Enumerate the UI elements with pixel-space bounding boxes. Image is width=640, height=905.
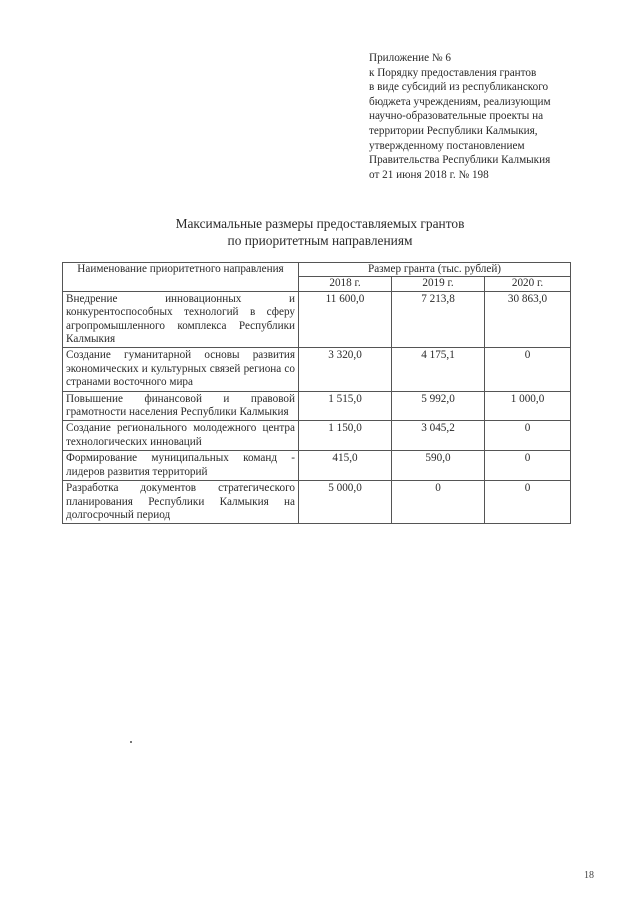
grant-2020: 0 [485, 481, 571, 524]
header-grant-size: Размер гранта (тыс. рублей) [299, 263, 571, 277]
grant-2018: 3 320,0 [299, 348, 392, 391]
scan-dot [130, 741, 132, 743]
table-row [63, 481, 571, 524]
grant-2019: 3 045,2 [392, 421, 485, 451]
grant-2020: 1 000,0 [485, 391, 571, 421]
table-row [63, 348, 571, 391]
grant-2019: 0 [392, 481, 485, 524]
grant-2018: 1 150,0 [299, 421, 392, 451]
grant-2018: 5 000,0 [299, 481, 392, 524]
grant-2020: 30 863,0 [485, 291, 571, 348]
title-line-1: Максимальные размеры предоставляемых грантов [175, 216, 465, 231]
header-year-2018: 2018 г. [299, 277, 392, 291]
grant-2020: 0 [485, 451, 571, 481]
table-row [63, 451, 571, 481]
appendix-line: Приложение № 6 [369, 52, 451, 64]
title-line-2: по приоритетным направлениям [227, 233, 413, 248]
direction-name: Создание гуманитарной основы развития экономических и культурных связей региона со странами восточного мира [63, 348, 299, 391]
direction-name: Создание регионального молодежного центра технологических инноваций [63, 421, 299, 451]
grant-2019: 4 175,1 [392, 348, 485, 391]
table-row [63, 291, 571, 348]
grant-2019: 590,0 [392, 451, 485, 481]
direction-name: Повышение финансовой и правовой грамотности населения Республики Калмыкия [63, 391, 299, 421]
appendix-note [369, 51, 619, 182]
header-year-2020: 2020 г. [485, 277, 571, 291]
grant-2018: 1 515,0 [299, 391, 392, 421]
appendix-line: от 21 июня 2018 г. № 198 [369, 168, 489, 181]
direction-name: Внедрение инновационных и конкурентоспособных технологий в сферу агропромышленного комплекса Республики Калмыкия [63, 291, 299, 348]
grant-2018: 11 600,0 [299, 291, 392, 348]
appendix-line: научно-образовательные проекты на [369, 110, 544, 123]
direction-name: Формирование муниципальных команд - лидеров развития территорий [63, 451, 299, 481]
grant-2020: 0 [485, 348, 571, 391]
appendix-line: территории Республики Калмыкия, [369, 124, 538, 137]
table-header-row [63, 263, 571, 277]
header-direction-name: Наименование приоритетного направления [63, 263, 299, 292]
appendix-line: утвержденному постановлением [369, 139, 525, 152]
grant-2020: 0 [485, 421, 571, 451]
direction-name: Разработка документов стратегического планирования Республики Калмыкия на долгосрочный период [63, 481, 299, 524]
grant-2019: 7 213,8 [392, 291, 485, 348]
table-row [63, 391, 571, 421]
appendix-line: в виде субсидий из республиканского [369, 81, 549, 94]
appendix-line: бюджета учреждениям, реализующим [369, 95, 551, 108]
page-number: 18 [584, 870, 594, 881]
document-title [60, 215, 580, 249]
table-row [63, 421, 571, 451]
appendix-line: к Порядку предоставления грантов [369, 66, 537, 79]
grants-table [62, 262, 571, 524]
grant-2018: 415,0 [299, 451, 392, 481]
appendix-line: Правительства Республики Калмыкия [369, 154, 551, 167]
grant-2019: 5 992,0 [392, 391, 485, 421]
header-year-2019: 2019 г. [392, 277, 485, 291]
